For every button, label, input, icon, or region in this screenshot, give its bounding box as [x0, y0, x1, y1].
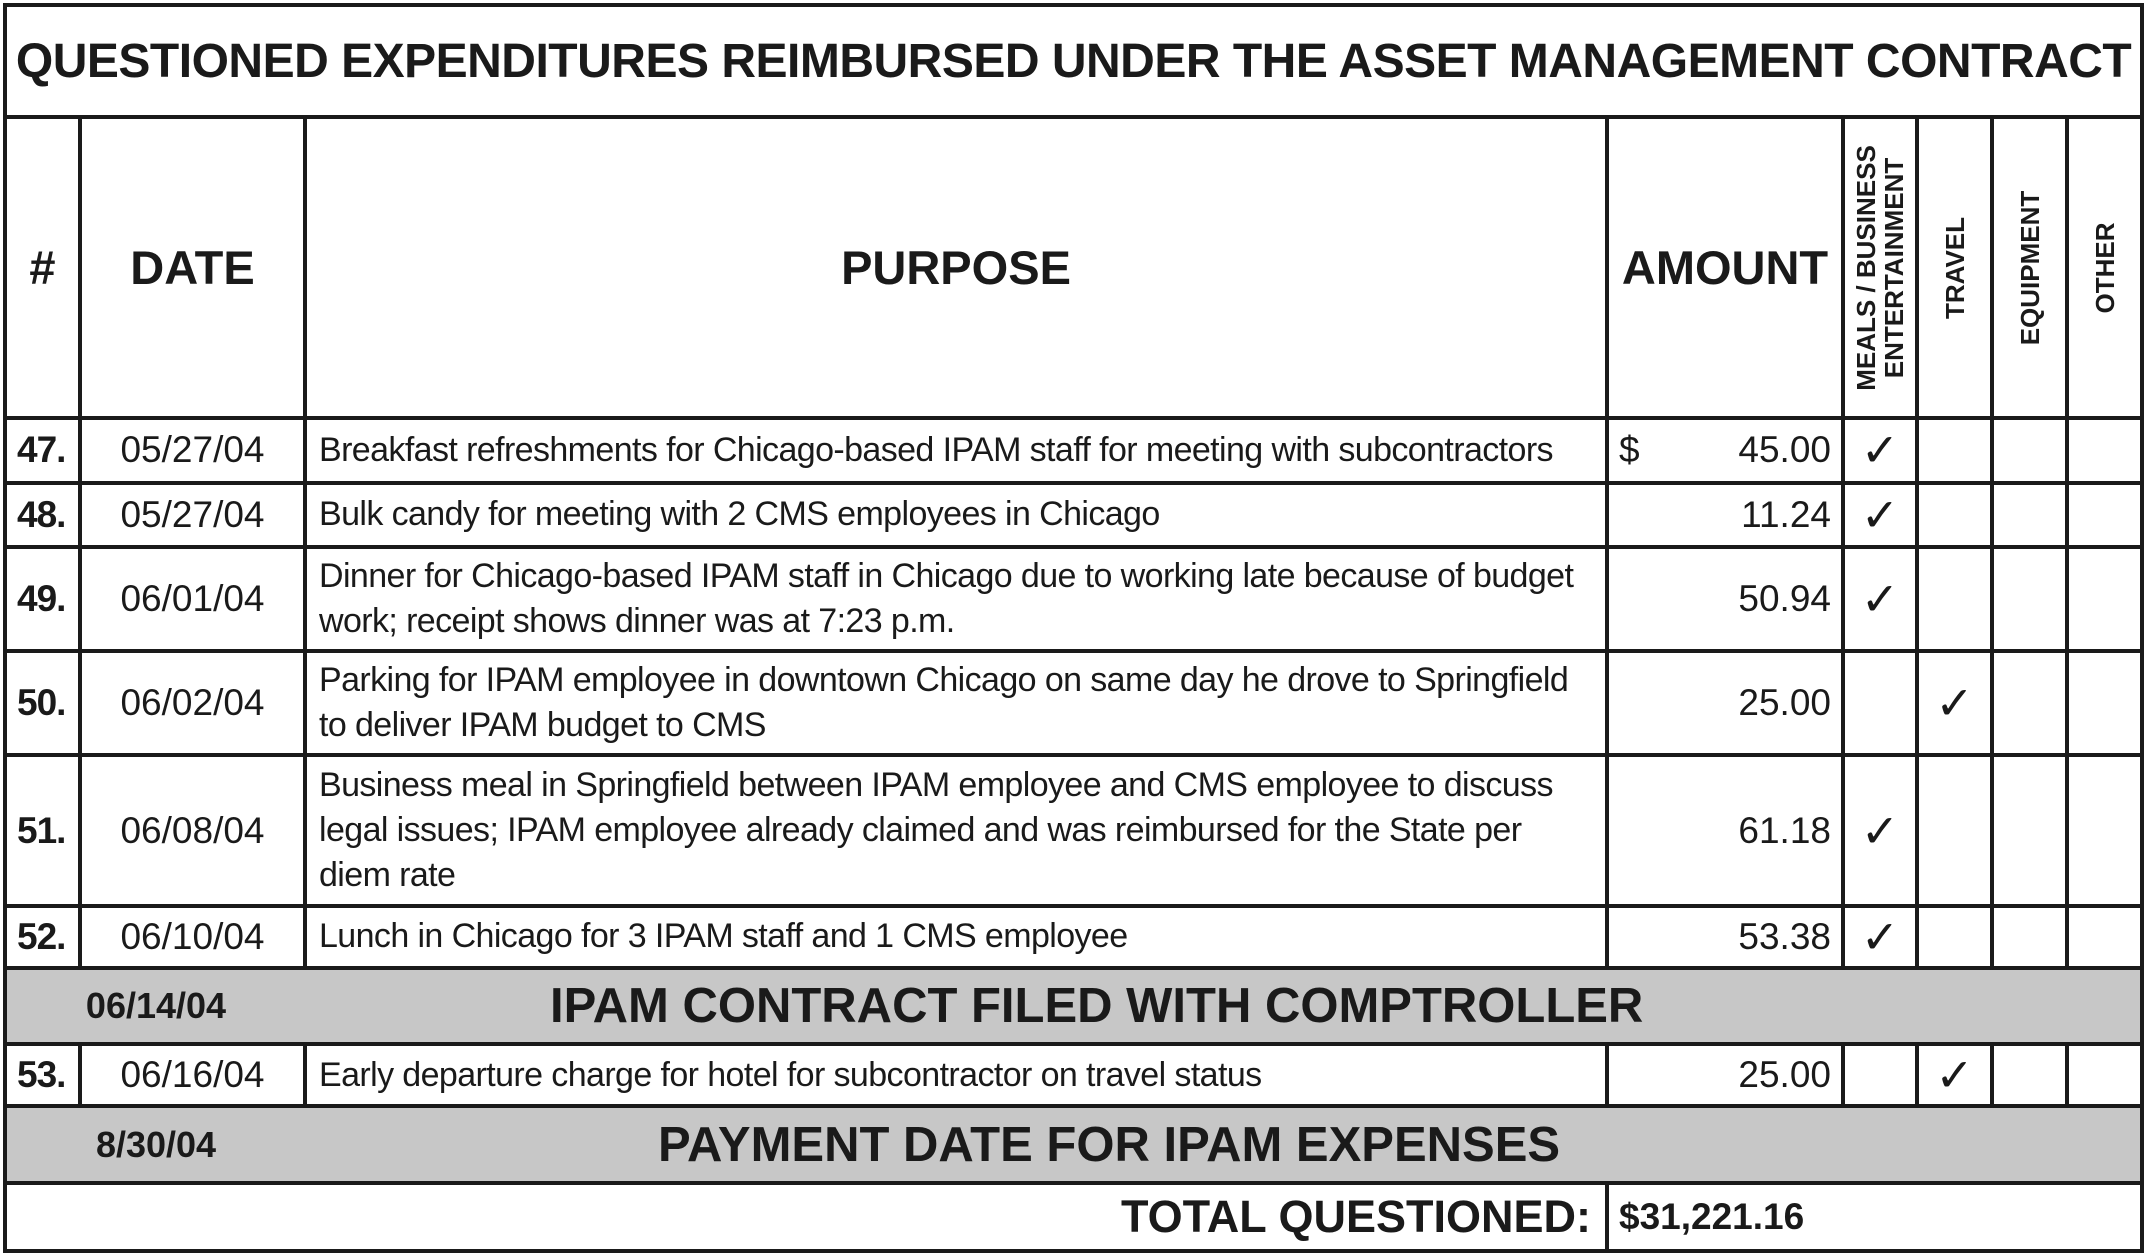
travel-cell — [1917, 418, 1992, 482]
row-date: 06/08/04 — [80, 755, 305, 905]
row-amount: 61.18 — [1607, 755, 1843, 905]
payment-band — [5, 1106, 2142, 1182]
header-date: DATE — [80, 117, 305, 418]
row-number: 48. — [5, 483, 80, 547]
other-cell — [2067, 651, 2142, 755]
title-row — [5, 5, 2142, 117]
row-date: 06/02/04 — [80, 651, 305, 755]
travel-check-icon: ✓ — [1917, 651, 1992, 755]
row-date: 06/16/04 — [80, 1044, 305, 1106]
header-meals-line2: ENTERTAINMENT — [1879, 157, 1909, 379]
payment-date: 8/30/04 — [5, 1106, 305, 1182]
travel-cell — [1917, 547, 1992, 651]
row-number: 50. — [5, 651, 80, 755]
table-row — [5, 1044, 2142, 1106]
table-title: QUESTIONED EXPENDITURES REIMBURSED UNDER THE ASSET MANAGEMENT CONTRACT — [5, 5, 2142, 117]
row-amount: 11.24 — [1607, 483, 1843, 547]
row-purpose: Breakfast refreshments for Chicago-based IPAM staff for meeting with subcontractors — [305, 418, 1607, 482]
payment-label: PAYMENT DATE FOR IPAM EXPENSES — [305, 1106, 2142, 1182]
row-date: 05/27/04 — [80, 418, 305, 482]
table-row — [5, 418, 2142, 482]
other-cell — [2067, 755, 2142, 905]
meals-check-icon: ✓ — [1843, 755, 1917, 905]
other-cell — [2067, 418, 2142, 482]
other-cell — [2067, 483, 2142, 547]
row-purpose: Lunch in Chicago for 3 IPAM staff and 1 CMS employee — [305, 906, 1607, 968]
header-amount: AMOUNT — [1607, 117, 1843, 418]
equipment-cell — [1992, 755, 2067, 905]
header-equipment — [1992, 117, 2067, 418]
table-row — [5, 651, 2142, 755]
header-travel — [1917, 117, 1992, 418]
row-purpose: Early departure charge for hotel for subcontractor on travel status — [305, 1044, 1607, 1106]
milestone-date: 06/14/04 — [5, 968, 305, 1044]
row-date: 05/27/04 — [80, 483, 305, 547]
row-number: 49. — [5, 547, 80, 651]
row-purpose: Dinner for Chicago-based IPAM staff in Chicago due to working late because of budget work; receipt shows dinner was at 7:23 p.m. — [305, 547, 1607, 651]
header-num: # — [5, 117, 80, 418]
header-other-label: OTHER — [2089, 222, 2120, 314]
meals-check-icon: ✓ — [1843, 483, 1917, 547]
expenditures-table — [3, 3, 2144, 1253]
equipment-cell — [1992, 651, 2067, 755]
row-purpose: Business meal in Springfield between IPAM employee and CMS employee to discuss legal issues; IPAM employee already claimed and was reimbursed for the State per diem rate — [305, 755, 1607, 905]
row-date: 06/01/04 — [80, 547, 305, 651]
header-equipment-label: EQUIPMENT — [2014, 190, 2045, 346]
row-amount: 53.38 — [1607, 906, 1843, 968]
row-amount: 50.94 — [1607, 547, 1843, 651]
table-row — [5, 906, 2142, 968]
meals-cell — [1843, 1044, 1917, 1106]
header-meals-line1: MEALS / BUSINESS — [1851, 145, 1881, 391]
travel-cell — [1917, 483, 1992, 547]
row-date: 06/10/04 — [80, 906, 305, 968]
header-meals — [1843, 117, 1917, 418]
other-cell — [2067, 906, 2142, 968]
currency-symbol: $ — [1619, 429, 1640, 471]
total-label: TOTAL QUESTIONED: — [5, 1183, 1607, 1251]
meals-check-icon: ✓ — [1843, 547, 1917, 651]
meals-check-icon: ✓ — [1843, 906, 1917, 968]
row-number: 47. — [5, 418, 80, 482]
equipment-cell — [1992, 483, 2067, 547]
row-amount: 25.00 — [1607, 651, 1843, 755]
milestone-label: IPAM CONTRACT FILED WITH COMPTROLLER — [305, 968, 2142, 1044]
expenditures-document — [3, 3, 2140, 1253]
travel-check-icon: ✓ — [1917, 1044, 1992, 1106]
row-number: 51. — [5, 755, 80, 905]
meals-cell — [1843, 651, 1917, 755]
other-cell — [2067, 547, 2142, 651]
travel-cell — [1917, 906, 1992, 968]
milestone-band — [5, 968, 2142, 1044]
row-amount: 25.00 — [1607, 1044, 1843, 1106]
row-amount — [1607, 418, 1843, 482]
table-row — [5, 547, 2142, 651]
row-purpose: Bulk candy for meeting with 2 CMS employees in Chicago — [305, 483, 1607, 547]
equipment-cell — [1992, 1044, 2067, 1106]
row-number: 53. — [5, 1044, 80, 1106]
row-amount-value: 45.00 — [1738, 429, 1831, 471]
row-purpose: Parking for IPAM employee in downtown Chicago on same day he drove to Springfield to deliver IPAM budget to CMS — [305, 651, 1607, 755]
table-row — [5, 755, 2142, 905]
header-purpose: PURPOSE — [305, 117, 1607, 418]
row-number: 52. — [5, 906, 80, 968]
total-value: $31,221.16 — [1607, 1183, 2142, 1251]
equipment-cell — [1992, 906, 2067, 968]
header-row — [5, 117, 2142, 418]
header-travel-label: TRAVEL — [1939, 216, 1970, 319]
table-row — [5, 483, 2142, 547]
meals-check-icon: ✓ — [1843, 418, 1917, 482]
equipment-cell — [1992, 547, 2067, 651]
travel-cell — [1917, 755, 1992, 905]
total-row — [5, 1183, 2142, 1251]
equipment-cell — [1992, 418, 2067, 482]
header-other — [2067, 117, 2142, 418]
other-cell — [2067, 1044, 2142, 1106]
